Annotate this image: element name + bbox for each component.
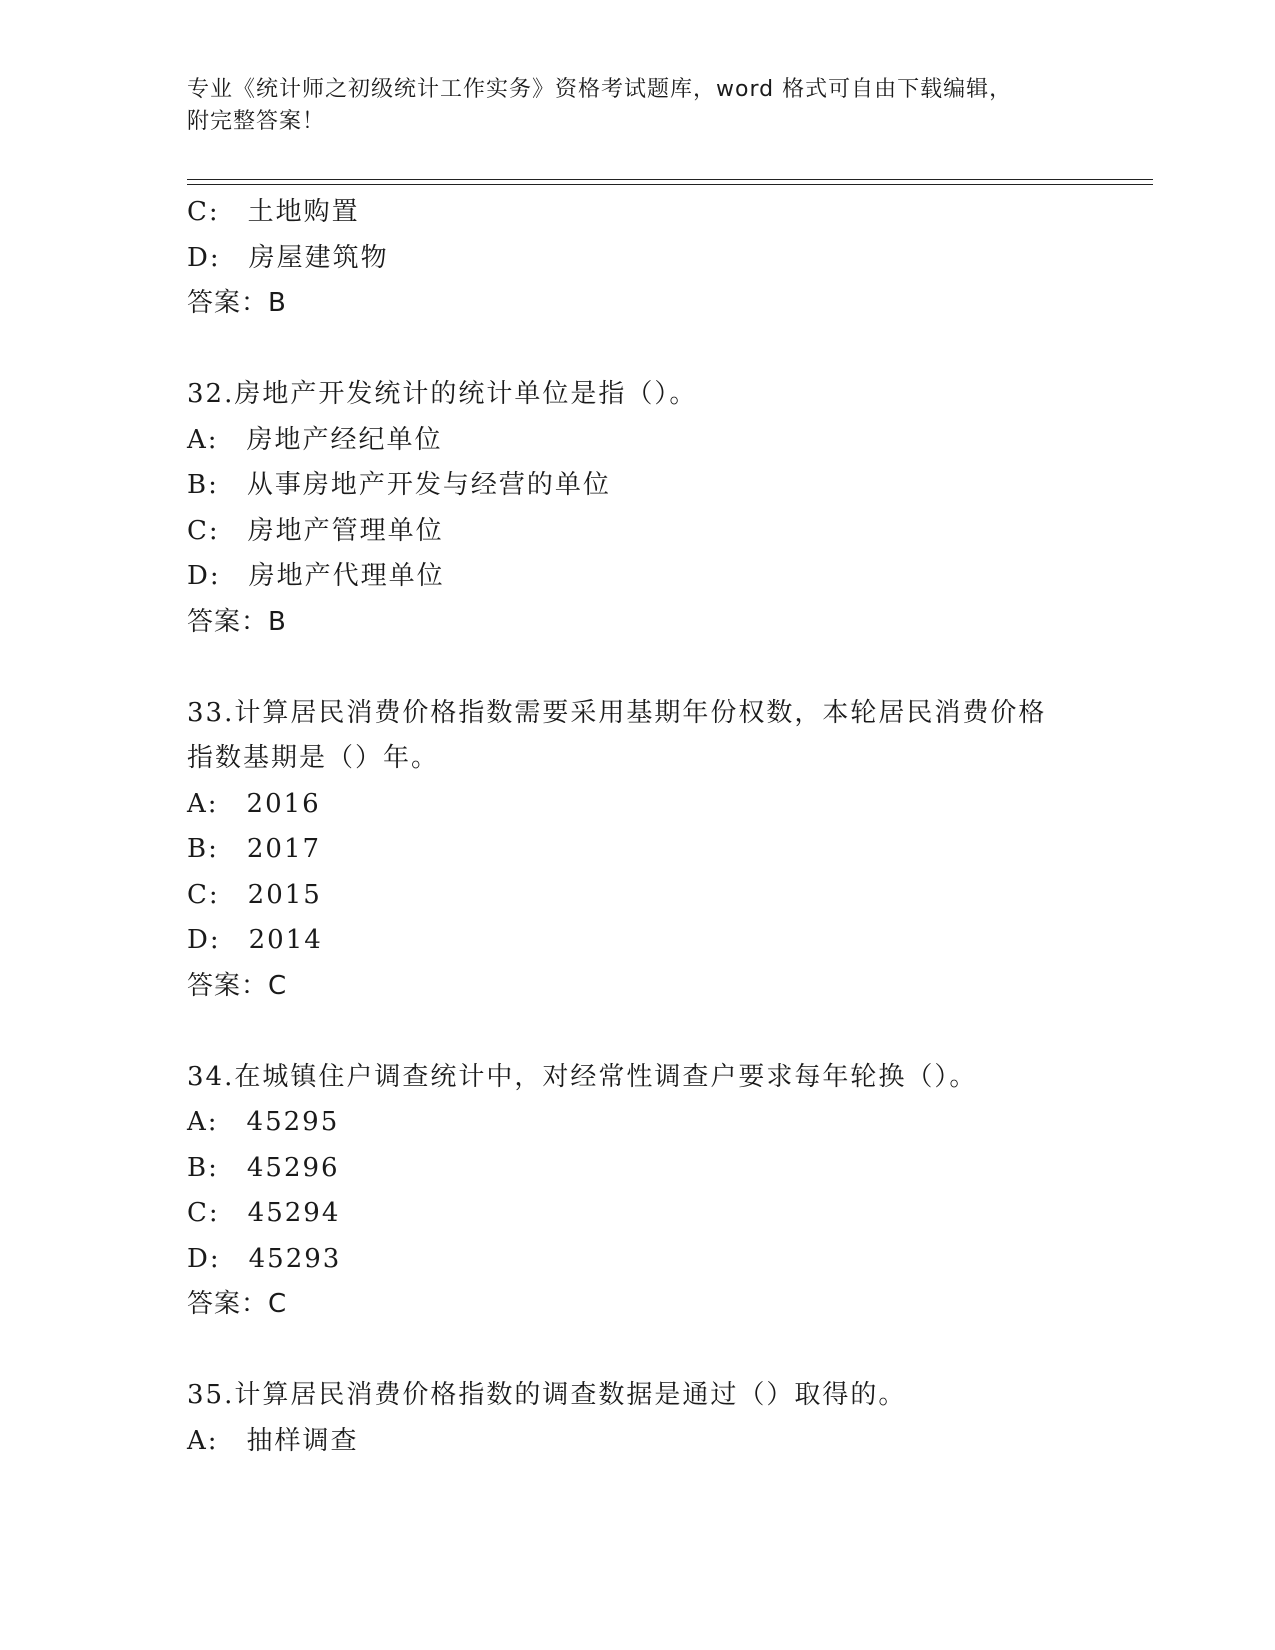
spacer: [187, 327, 1147, 373]
option-b: B: 从事房地产开发与经营的单位: [187, 470, 611, 500]
spacer: [187, 645, 1147, 691]
option-b: B: 45296: [187, 1152, 340, 1183]
option-a: A: 45295: [187, 1107, 340, 1137]
option-c: C: 房地产管理单位: [187, 515, 444, 546]
header-line-1: 专业《统计师之初级统计工作实务》资格考试题库，word 格式可自由下载编辑，: [187, 77, 1013, 102]
header-divider-bottom: [187, 184, 1153, 185]
question-list: [187, 190, 1147, 1464]
question-stem: 35.计算居民消费价格指数的调查数据是通过（）取得的。: [187, 1380, 907, 1410]
option-d: D: 2014: [187, 925, 323, 955]
option-a: A: 2016: [187, 788, 321, 819]
option-c: C: 45294: [187, 1198, 341, 1228]
option-b: B: 2017: [187, 834, 322, 864]
option-a: A: 房地产经纪单位: [187, 424, 443, 455]
option-c: C: 土地购置: [187, 197, 360, 227]
answer-line: 答案：B: [187, 606, 287, 637]
option-d: D: 房屋建筑物: [187, 242, 389, 273]
question-stem-continued: 指数基期是（）年。: [187, 743, 440, 773]
spacer: [187, 1328, 1147, 1374]
question-stem: 34.在城镇住户调查统计中，对经常性调查户要求每年轮换（）。: [187, 1061, 978, 1092]
answer-line: 答案：C: [187, 1289, 288, 1319]
answer-line: 答案：B: [187, 288, 287, 318]
document-header: [187, 74, 1087, 138]
spacer: [187, 1009, 1147, 1055]
option-a: A: 抽样调查: [187, 1425, 359, 1456]
header-divider-top: [187, 179, 1153, 180]
question-stem: 32.房地产开发统计的统计单位是指（）。: [187, 379, 698, 409]
header-line-2: 附完整答案！: [187, 109, 326, 134]
question-stem: 33.计算居民消费价格指数需要采用基期年份权数，本轮居民消费价格: [187, 697, 1047, 728]
answer-line: 答案：C: [187, 970, 288, 1001]
option-d: D: 房地产代理单位: [187, 561, 445, 591]
option-c: C: 2015: [187, 879, 322, 910]
option-d: D: 45293: [187, 1243, 342, 1274]
